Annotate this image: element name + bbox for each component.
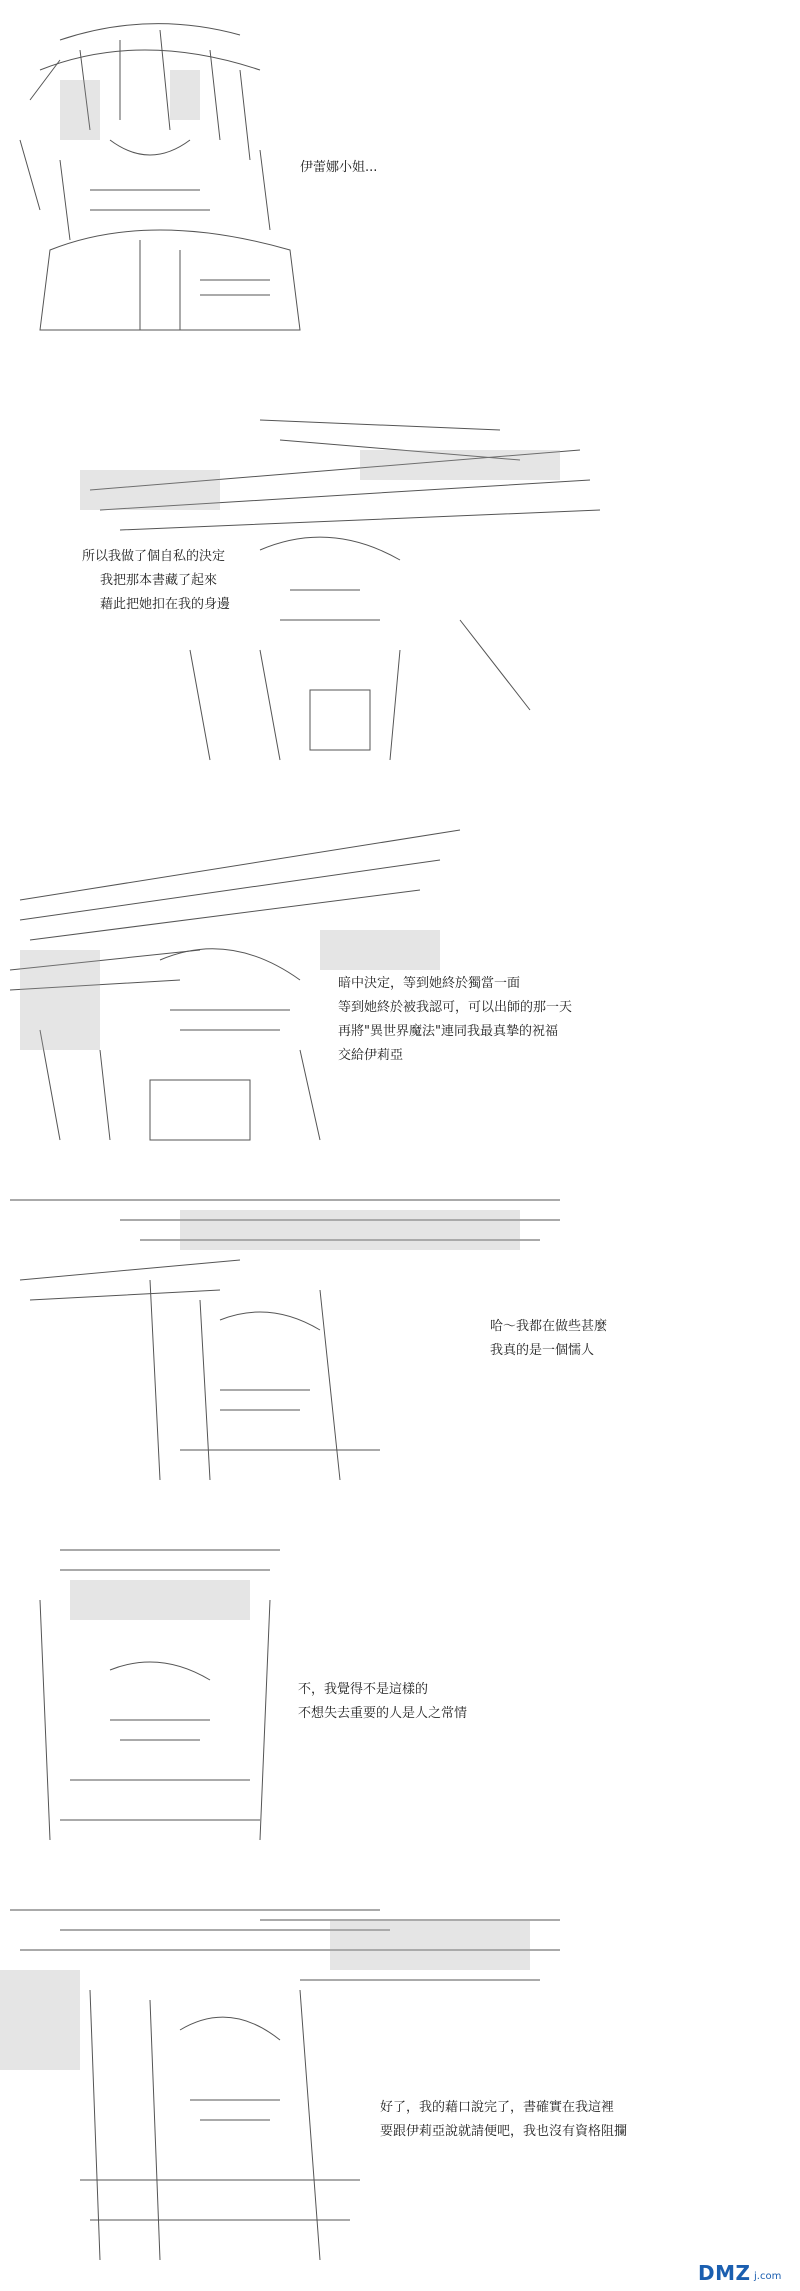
dialog-line: 等到她終於被我認可，可以出師的那一天 xyxy=(338,1000,573,1015)
dialog-line: 再將"異世界魔法"連同我最真摯的祝福 xyxy=(338,1024,558,1039)
dialog-line: 伊蕾娜小姐... xyxy=(300,160,378,175)
dialog-line: 我把那本書藏了起來 xyxy=(100,573,218,588)
dialog-6 xyxy=(380,2096,627,2144)
panel-5 xyxy=(0,1520,800,1860)
ascii-art-character-4 xyxy=(0,1180,560,1500)
dialog-line: 不想失去重要的人是人之常情 xyxy=(298,1706,468,1721)
dialog-line: 所以我做了個自私的決定 xyxy=(82,549,226,564)
dialog-4 xyxy=(490,1315,607,1363)
panel-6 xyxy=(0,1880,800,2291)
dialog-line: 藉此把她扣在我的身邊 xyxy=(100,597,231,612)
ascii-art-character-5 xyxy=(10,1520,310,1860)
panel-4 xyxy=(0,1180,800,1510)
panel-1 xyxy=(0,0,800,350)
dialog-5 xyxy=(298,1678,467,1726)
dialog-line: 好了，我的藉口說完了，書確實在我這裡 xyxy=(380,2100,615,2115)
dialog-line: 交給伊莉亞 xyxy=(338,1048,404,1063)
ascii-art-character-1 xyxy=(0,10,330,340)
watermark-sub: j.com xyxy=(754,2271,782,2282)
dialog-line: 要跟伊莉亞說就請便吧，我也沒有資格阻攔 xyxy=(380,2124,628,2139)
site-watermark-logo xyxy=(698,2259,790,2285)
dialog-line: 暗中決定，等到她終於獨當一面 xyxy=(338,976,521,991)
watermark-text: DMZ xyxy=(698,2261,751,2285)
dialog-line: 我真的是一個懦人 xyxy=(490,1343,595,1358)
ascii-art-character-6 xyxy=(0,1880,580,2280)
dialog-line: 不，我覺得不是這樣的 xyxy=(298,1682,429,1697)
panel-2 xyxy=(0,390,800,790)
panel-3 xyxy=(0,800,800,1170)
dialog-1 xyxy=(300,156,377,180)
dialog-line: 哈～我都在做些甚麼 xyxy=(490,1319,608,1334)
dialog-3 xyxy=(330,972,572,1068)
dialog-2 xyxy=(82,545,230,617)
